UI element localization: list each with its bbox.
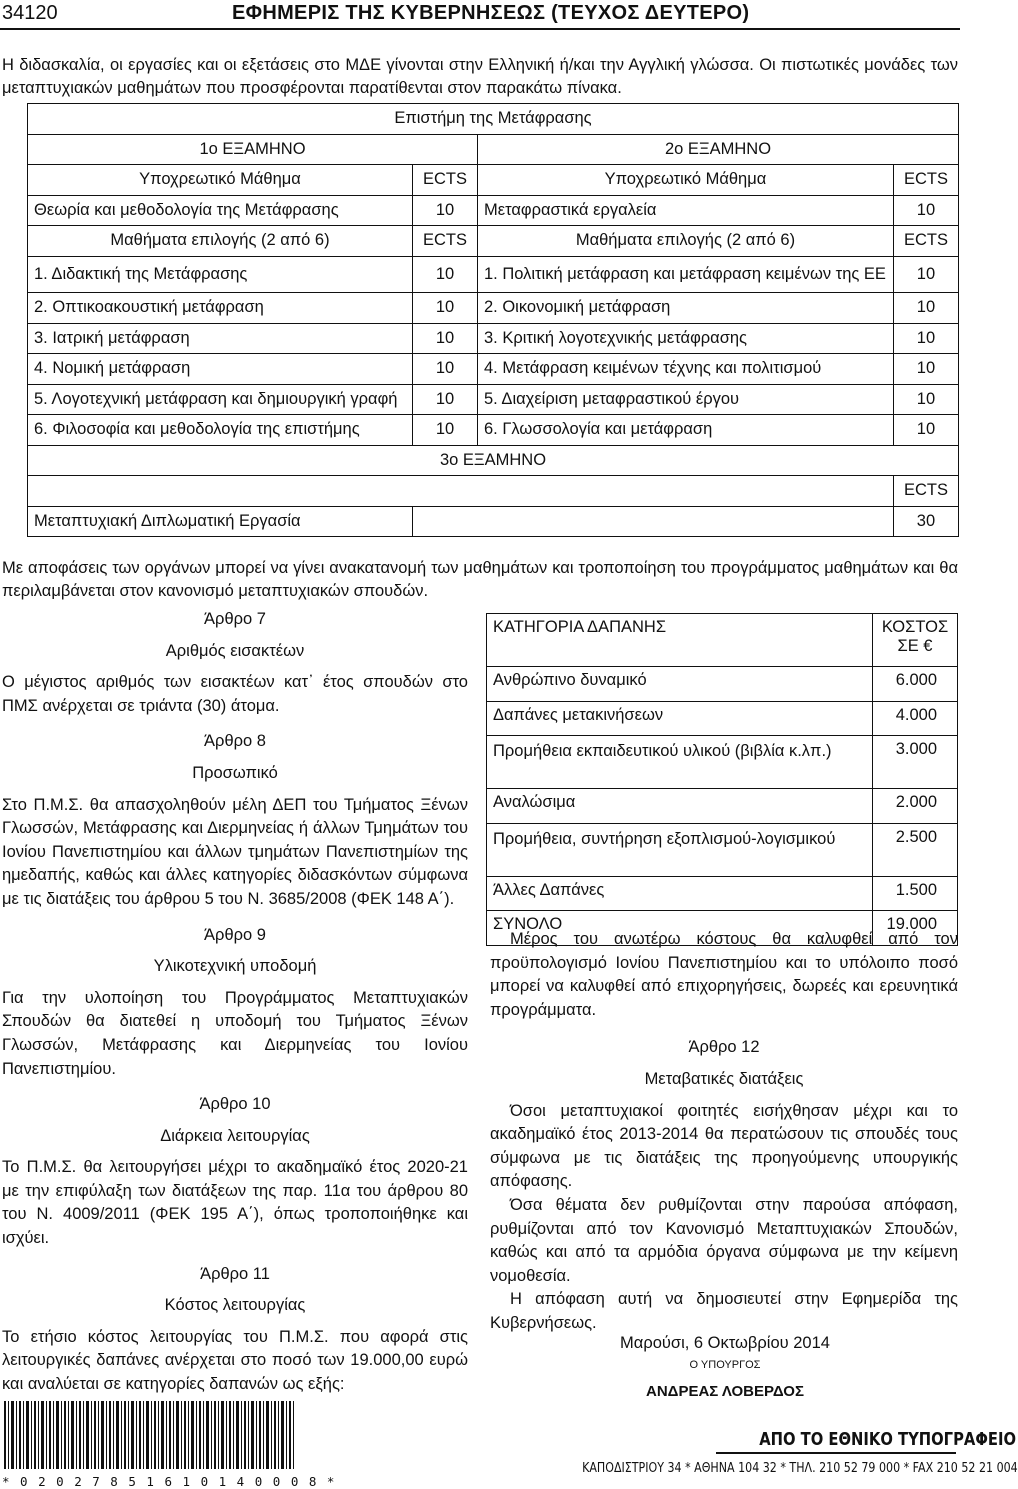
- article-10-title: Διάρκεια λειτουργίας: [160, 1126, 310, 1145]
- thesis-ects: 30: [893, 506, 958, 537]
- compulsory-ects-1: 10: [412, 195, 477, 226]
- program-title: Επιστήμη της Μετάφρασης: [28, 104, 959, 135]
- cost-value: 1.500: [873, 876, 958, 911]
- intro-paragraph: Η διδασκαλία, οι εργασίες και οι εξετάσεις στο ΜΔΕ γίνονται στην Ελληνική ή/και την Αγγλική γλώσσα. Οι πιστωτικές μονάδες των μεταπτυχιακών μαθημάτων που προσφέρονται παρατίθενται στον παρακάτω πίνακα.: [2, 56, 958, 97]
- compulsory-ects-2: 10: [893, 195, 958, 226]
- elective-left-ects: 10: [412, 256, 477, 293]
- barcode-number: * 0 2 0 2 7 8 5 1 6 1 0 1 4 0 0 0 8 *: [2, 1474, 336, 1489]
- semester-1-header: 1ο ΕΞΑΜΗΝΟ: [28, 134, 478, 165]
- elective-right-ects: 10: [893, 256, 958, 293]
- article-10-number: Άρθρο 10: [199, 1095, 271, 1114]
- elective-left: 1. Διδακτική της Μετάφρασης: [28, 256, 413, 293]
- cost-category: Αναλώσιμα: [487, 789, 873, 824]
- cost-category: Άλλες Δαπάνες: [487, 876, 873, 911]
- article-8-title: Προσωπικό: [192, 763, 278, 782]
- article-12-title: Μεταβατικές διατάξεις: [644, 1069, 804, 1088]
- compulsory-course-2: Μεταφραστικά εργαλεία: [478, 195, 894, 226]
- ects-header-5: ECTS: [893, 476, 958, 507]
- cost-table: [486, 613, 958, 946]
- elective-left-ects: 10: [412, 354, 477, 385]
- semester-3-header: 3ο ΕΞΑΜΗΝΟ: [28, 445, 959, 476]
- right-column: [490, 928, 958, 1336]
- elective-left-ects: 10: [412, 415, 477, 446]
- article-9-number: Άρθρο 9: [204, 925, 266, 944]
- electives-header-2: Μαθήματα επιλογής (2 από 6): [478, 226, 894, 257]
- elective-left: 5. Λογοτεχνική μετάφραση και δημιουργική γραφή: [28, 384, 413, 415]
- elective-right-ects: 10: [893, 323, 958, 354]
- blank-cell: [28, 476, 894, 507]
- page-header: [0, 0, 960, 30]
- article-8-text: Στο Π.Μ.Σ. θα απασχοληθούν μέλη ΔΕΠ του Τμήματος Ξένων Γλωσσών, Μετάφρασης και Διερμηνείας ή άλλων Τμημάτων του Ιονίου Πανεπιστημίου και άλλων τμημάτων Πανεπιστημίων της ημεδαπής, καθώς και άλλες κατηγορίες διδασκόντων σύμφωνα με τις διατάξεις του άρθρου 5 του Ν. 3685/2008 (ΦΕΚ 148 Α΄).: [2, 795, 468, 908]
- compulsory-header-1: Υποχρεωτικό Μάθημα: [28, 165, 413, 196]
- article-7-text: Ο μέγιστος αριθμός των εισακτέων κατ᾽ έτος σπουδών στο ΠΜΣ ανέρχεται σε τριάντα (30) άτομα.: [2, 673, 468, 715]
- elective-right-ects: 10: [893, 293, 958, 324]
- elective-left: 2. Οπτικοακουστική μετάφραση: [28, 293, 413, 324]
- ects-header-1: ECTS: [412, 165, 477, 196]
- cost-category: Ανθρώπινο δυναμικό: [487, 667, 873, 702]
- cost-header-category: ΚΑΤΗΓΟΡΙΑ ΔΑΠΑΝΗΣ: [487, 614, 873, 667]
- cost-value: 2.500: [873, 823, 958, 876]
- article-11-title: Κόστος λειτουργίας: [164, 1296, 306, 1315]
- place-date: Μαρούσι, 6 Οκτωβρίου 2014: [620, 1334, 830, 1352]
- elective-left: 4. Νομική μετάφραση: [28, 354, 413, 385]
- article-10-text: Το Π.Μ.Σ. θα λειτουργήσει μέχρι το ακαδημαϊκό έτος 2020-21 με την επιφύλαξη των διατάξεων της παρ. 11α του άρθρου 80 του Ν. 4009/2011 (ΦΕΚ 195 Α΄), όπως τροποποιήθηκε και ισχύει.: [2, 1158, 468, 1248]
- table-row: [487, 789, 958, 824]
- table-row: [487, 823, 958, 876]
- elective-left-ects: 10: [412, 323, 477, 354]
- after-table-paragraph: Με αποφάσεις των οργάνων μπορεί να γίνει ανακατανομή των μαθημάτων και τροποποίηση του προγράμματος μαθημάτων και θα περιλαμβάνεται στον κανονισμό μεταπτυχιακών σπουδών.: [2, 559, 958, 600]
- article-9-text: Για την υλοποίηση του Προγράμματος Μεταπτυχιακών Σπουδών θα διατεθεί η υποδομή του Τμήματος Ξένων Γλωσσών, Μετάφρασης και Διερμηνείας του Ιονίου Πανεπιστημίου.: [2, 988, 468, 1078]
- program-table: [27, 103, 959, 537]
- elective-right: 2. Οικονομική μετάφραση: [478, 293, 894, 324]
- cost-category: ΣΥΝΟΛΟ: [487, 911, 873, 946]
- printer-name: ΑΠΟ ΤΟ ΕΘΝΙΚΟ ΤΥΠΟΓΡΑΦΕΙΟ: [759, 1429, 1016, 1450]
- cost-value: 4.000: [873, 701, 958, 736]
- elective-right: 4. Μετάφραση κειμένων τέχνης και πολιτισμού: [478, 354, 894, 385]
- gazette-title: ΕΦΗΜΕΡΙΣ ΤΗΣ ΚΥΒΕΡΝΗΣΕΩΣ (ΤΕΥΧΟΣ ΔΕΥΤΕΡΟ): [232, 2, 750, 24]
- elective-right-ects: 10: [893, 415, 958, 446]
- thesis-course: Μεταπτυχιακή Διπλωματική Εργασία: [28, 506, 413, 537]
- ects-header-3: ECTS: [412, 226, 477, 257]
- article-8-number: Άρθρο 8: [204, 732, 266, 751]
- cost-value: 6.000: [873, 667, 958, 702]
- compulsory-course-1: Θεωρία και μεθοδολογία της Μετάφρασης: [28, 195, 413, 226]
- barcode-bars: [2, 1401, 296, 1469]
- printer-address: ΚΑΠΟΔΙΣΤΡΙΟΥ 34 * ΑΘΗΝΑ 104 32 * ΤΗΛ. 210 52 79 000 * FAX 210 52 21 004: [582, 1460, 1018, 1476]
- cost-value: 2.000: [873, 789, 958, 824]
- article-12-paragraph-1: Όσοι μεταπτυχιακοί φοιτητές εισήχθησαν μέχρι και το ακαδημαϊκό έτος 2013-2014 θα περατώσουν τις σπουδές τους σύμφωνα με τις διατάξεις της προηγούμενης υπουργικής απόφασης.: [490, 1101, 958, 1191]
- elective-right: 5. Διαχείριση μεταφραστικού έργου: [478, 384, 894, 415]
- table-row: [28, 293, 959, 324]
- table-row: [487, 667, 958, 702]
- table-row: [28, 323, 959, 354]
- cost-value: 3.000: [873, 736, 958, 789]
- cost-category: Προμήθεια, συντήρηση εξοπλισμού-λογισμικού: [487, 823, 873, 876]
- elective-left-ects: 10: [412, 293, 477, 324]
- page-number: 34120: [2, 2, 58, 24]
- table-row: [28, 415, 959, 446]
- elective-right: 6. Γλωσσολογία και μετάφραση: [478, 415, 894, 446]
- elective-left: 3. Ιατρική μετάφραση: [28, 323, 413, 354]
- article-12-paragraph-3: Η απόφαση αυτή να δημοσιευτεί στην Εφημερίδα της Κυβερνήσεως.: [490, 1290, 958, 1332]
- compulsory-header-2: Υποχρεωτικό Μάθημα: [478, 165, 894, 196]
- elective-right: 3. Κριτική λογοτεχνικής μετάφρασης: [478, 323, 894, 354]
- elective-right: 1. Πολιτική μετάφραση και μετάφραση κειμένων της ΕΕ: [478, 256, 894, 293]
- elective-left: 6. Φιλοσοφία και μεθοδολογία της επιστήμης: [28, 415, 413, 446]
- cost-header-amount: ΚΟΣΤΟΣ ΣΕ €: [873, 614, 958, 667]
- article-7-number: Άρθρο 7: [204, 610, 266, 628]
- article-12-number: Άρθρο 12: [688, 1038, 760, 1057]
- table-row: [487, 701, 958, 736]
- footer-rule: [716, 1452, 956, 1454]
- table-row: [487, 736, 958, 789]
- ects-header-4: ECTS: [893, 226, 958, 257]
- article-11-text: Το ετήσιο κόστος λειτουργίας του Π.Μ.Σ. που αφορά στις λειτουργικές δαπάνες ανέρχεται στο ποσό των 19.000,00 ευρώ και αναλύεται σε κατηγορίες δαπανών ως εξής:: [2, 1327, 468, 1394]
- article-11-number: Άρθρο 11: [200, 1264, 270, 1283]
- minister-label: Ο ΥΠΟΥΡΓΟΣ: [689, 1359, 761, 1371]
- left-column: [2, 608, 468, 1397]
- cost-value: 19.000: [873, 911, 958, 946]
- table-row: [28, 354, 959, 385]
- cost-category: Δαπάνες μετακινήσεων: [487, 701, 873, 736]
- table-row: [28, 384, 959, 415]
- elective-right-ects: 10: [893, 384, 958, 415]
- electives-header-1: Μαθήματα επιλογής (2 από 6): [28, 226, 413, 257]
- barcode: [2, 1401, 336, 1489]
- minister-name: ΑΝΔΡΕΑΣ ΛΟΒΕΡΔΟΣ: [646, 1383, 804, 1400]
- article-7-title: Αριθμός εισακτέων: [165, 641, 305, 660]
- table-row: [28, 256, 959, 293]
- elective-right-ects: 10: [893, 354, 958, 385]
- elective-left-ects: 10: [412, 384, 477, 415]
- funding-text: Μέρος του ανωτέρω κόστους θα καλυφθεί από τον προϋπολογισμό Ιονίου Πανεπιστημίου και το υπόλοιπο ποσό μπορεί να καλυφθεί από επιχορηγήσεις, δωρεές και ερευνητικά προγράμματα.: [490, 930, 958, 1019]
- semester-2-header: 2ο ΕΞΑΜΗΝΟ: [478, 134, 959, 165]
- table-row: [487, 876, 958, 911]
- article-12-paragraph-2: Όσα θέματα δεν ρυθμίζονται στην παρούσα απόφαση, ρυθμίζονται από τον Κανονισμό Μεταπτυχιακών Σπουδών, καθώς και από τα αρμόδια όργανα σύμφωνα με την κείμενη νομοθεσία.: [490, 1195, 958, 1285]
- article-9-title: Υλικοτεχνική υποδομή: [153, 957, 317, 976]
- blank-cell: [412, 506, 893, 537]
- ects-header-2: ECTS: [893, 165, 958, 196]
- cost-category: Προμήθεια εκπαιδευτικού υλικού (βιβλία κ.λπ.): [487, 736, 873, 789]
